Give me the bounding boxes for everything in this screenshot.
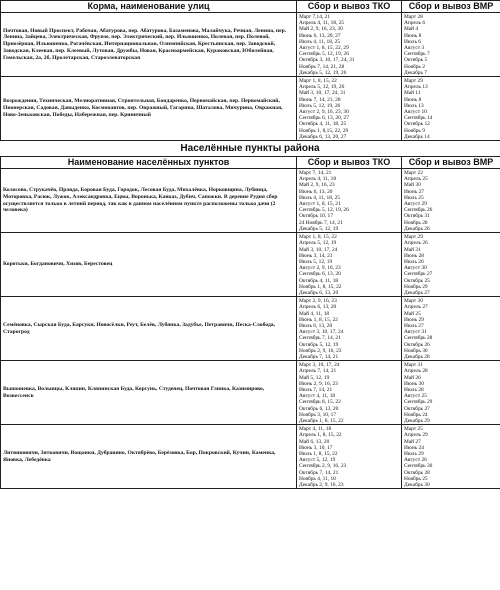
vmr-schedule: Март 31 Апрель 28 Май 26 Июнь 30 Июль 28 Август 25 Сентябрь 29 Октябрь 27 Ноябрь 24 Декабрь 29 — [402, 361, 500, 425]
vmr-schedule: Март 22 Апрель 25 Май 30 Июнь 27 Июль 25 Август 29 Сентябрь 26 Октябрь 31 Ноябрь 28 Декабрь 26 — [402, 169, 500, 233]
street-list: Почтовая, Новый Проспект, Рабочая, Абатурова, пер. Абатурова, Базаменова, Малайчука, Речная, Ленина, пер. Ленина, Зайцева, Электрическая, Фрунзе, пер. Электрический, пер. Ильюшенко, Полевая, пер. Полевой, Приозёрная, Ильюшенко, Рогачёвская, Интернациональная, Олимпийская, Крестьянская, пер. Заводской, Заводская, Клеевая, пер. Клеевый, Лутовая, Дружбы, Новая, Красноармейская, Кураковская, Юбилейная, Гомельская, 2а, 2б, Пролетарская, Староэлеваторская — [1, 13, 297, 77]
tko-schedule: Март 1, 8, 15, 22 Апрель 5, 12, 19 Май 3, 10, 17, 24 Июнь 3, 14, 21 Июль 5, 12, 19 Август 2, 9, 16, 23 Сентябрь 6, 13, 20 Октябрь 4, 11, 18 Ноябрь 1, 8, 15, 22 Декабрь 6, 13, 20 — [297, 233, 402, 297]
streets-table-header — [1, 1, 500, 13]
street-list: Возрождения, Техническая, Мелиоративная, Строительная, Бондаренко, Первомайская, пер. Первомайский, Пионерская, Садовая, Давыденко, Космонавтов, пер. Овражный, Гагарина, Шаталова, Мичурина, Овражная, Ново-Зеньковская, Победы, Набережная, пер. Криничный — [1, 77, 297, 141]
header-streets: Корма, наименование улиц — [1, 1, 297, 13]
vmr-schedule: Март 28 Апрель 6 Май 4 Июнь 8 Июль 6 Август 3 Сентябрь 7 Октябрь 5 Ноябрь 2 Декабрь 7 — [402, 13, 500, 77]
settlement-list: Колосово, Струкачёв, Правда, Боровая Буда, Городок, Лесовая Буда, Михалёвка, Норковщина, Лубянца, Моторовка, Расюк, Лужок, Александровка, Ецвы, Воронька, Кавказ, Дубнч, Сапожки. В деревне Рудня сбор осуществляется только в летний период, так как в данном населённом пункте расположены только дачи (2 человека) — [1, 169, 297, 233]
settlement-list: Семёновка, Сырская Буда, Барсуки, Новосёлки, Реут, Белёв, Лубянка, Задубье, Петравичи, Песка-Слобода, Старогрод — [1, 297, 297, 361]
settlement-list: Вышошевка, Волынцы, Кляпин, Кляпинская Буда, Корсунь, Студенец, Почтовая Глинка, Казимирово, Возвессенск — [1, 361, 297, 425]
header-tko: Сбор и вывоз ТКО — [297, 1, 402, 13]
header-vmr: Сбор и вывоз ВМР — [402, 157, 500, 169]
table-row — [1, 13, 500, 77]
settlement-list: Коротьки, Богдановичи, Хизов, Берестовец — [1, 233, 297, 297]
vmr-schedule: Март 29 Апрель 26 Май 31 Июнь 28 Июль 26 Август 30 Сентябрь 27 Октябрь 25 Ноябрь 29 Декабрь 27 — [402, 233, 500, 297]
table-row — [1, 361, 500, 425]
tko-schedule: Март 3, 10, 17, 24 Апрель 7, 14, 21 Май 5, 12, 19 Июнь 2, 9, 16, 23 Июль 7, 14, 21 Август 4, 11, 18 Сентябрь 8, 15, 22 Октябрь 6, 13, 20 Ноябрь 3, 10, 17 Декабрь 1, 8, 15, 22 — [297, 361, 402, 425]
vmr-schedule: Март 30 Апрель 27 Май 25 Июнь 29 Июль 27 Август 31 Сентябрь 28 Октябрь 26 Ноябрь 30 Декабрь 28 — [402, 297, 500, 361]
vmr-schedule: Март 29 Апрель 13 Май 11 Июнь 8 Июль 13 Август 10 Сентябрь 14 Октябрь 12 Ноябрь 9 Декабрь 14 — [402, 77, 500, 141]
streets-table — [0, 0, 500, 141]
table-row — [1, 233, 500, 297]
settlement-list: Литвиновичи, Зятковичи, Вощанки, Дубравино, Октябрёво, Берёзовка, Бор, Покровский, Кучин, Каменка, Яновка, Лебедёвка — [1, 425, 297, 489]
tko-schedule: Март 1, 8, 15, 22 Апрель 5, 12, 19, 26 Май 3, 10, 17, 24, 31 Июнь 7, 14, 21, 28 Июль 5, 12, 19, 26 Август 2, 9, 16, 23, 30 Сентябрь 6, 13, 20, 27 Октябрь 4, 11, 18, 25 Ноябрь 1, 8,15, 22, 29 Декабрь 6, 13, 20, 27 — [297, 77, 402, 141]
table-row — [1, 169, 500, 233]
section-title: Населённые пункты района — [180, 143, 320, 155]
header-tko: Сбор и вывоз ТКО — [297, 157, 402, 169]
tko-schedule: Март 2, 9, 16, 23 Апрель 6, 13, 20 Май 4, 11, 18 Июнь 1, 8, 15, 22 Июль 6, 13, 20 Август 3, 10, 17, 24 Сентябрь 7, 14, 21 Октябрь 5, 12, 19 Ноябрь 2, 9, 16, 23 Декабрь 7, 14, 21 — [297, 297, 402, 361]
settlements-table — [0, 156, 500, 489]
header-settlements: Наименование населённых пунктов — [1, 157, 297, 169]
table-row — [1, 297, 500, 361]
table-row — [1, 425, 500, 489]
header-vmr: Сбор и вывоз ВМР — [402, 1, 500, 13]
tko-schedule: Март 7, 14, 21 Апрель 4, 11, 18 Май 2, 9, 16, 23 Июнь 6, 13, 20 Июль 4, 11, 18, 25 Август 1, 8, 15, 21 Сентябрь 5, 12, 19, 26 Октябрь 10, 17 24 Ноябрь 7, 14, 21 Декабрь 5, 12, 19 — [297, 169, 402, 233]
settlements-table-header — [1, 157, 500, 169]
tko-schedule: Март 7,14, 21 Апрель 4, 11, 18, 25 Май 2, 9, 16, 23, 30 Июнь 6, 13, 20, 27 Июль 4, 11, 18, 25 Август 1, 8, 15, 22, 29 Сентябрь 5, 12, 19, 26 Октябрь 3, 10, 17, 24, 31 Ноябрь 7, 14, 21, 28 Декабрь 5, 12, 19, 26 — [297, 13, 402, 77]
vmr-schedule: Март 25 Апрель 29 Май 27 Июнь 24 Июль 29 Август 26 Сентябрь 30 Октябрь 28 Ноябрь 25 Декабрь 30 — [402, 425, 500, 489]
tko-schedule: Март 4, 11, 18 Апрель 1, 8, 15, 22 Май 6, 13, 20 Июнь 3, 10, 17 Июль 1, 8, 15, 22 Август 5, 12, 19 Сентябрь 2, 9, 16, 23 Октябрь 7, 14, 21 Ноябрь 4, 11, 18 Декабрь 2, 9, 16, 23 — [297, 425, 402, 489]
table-row — [1, 77, 500, 141]
